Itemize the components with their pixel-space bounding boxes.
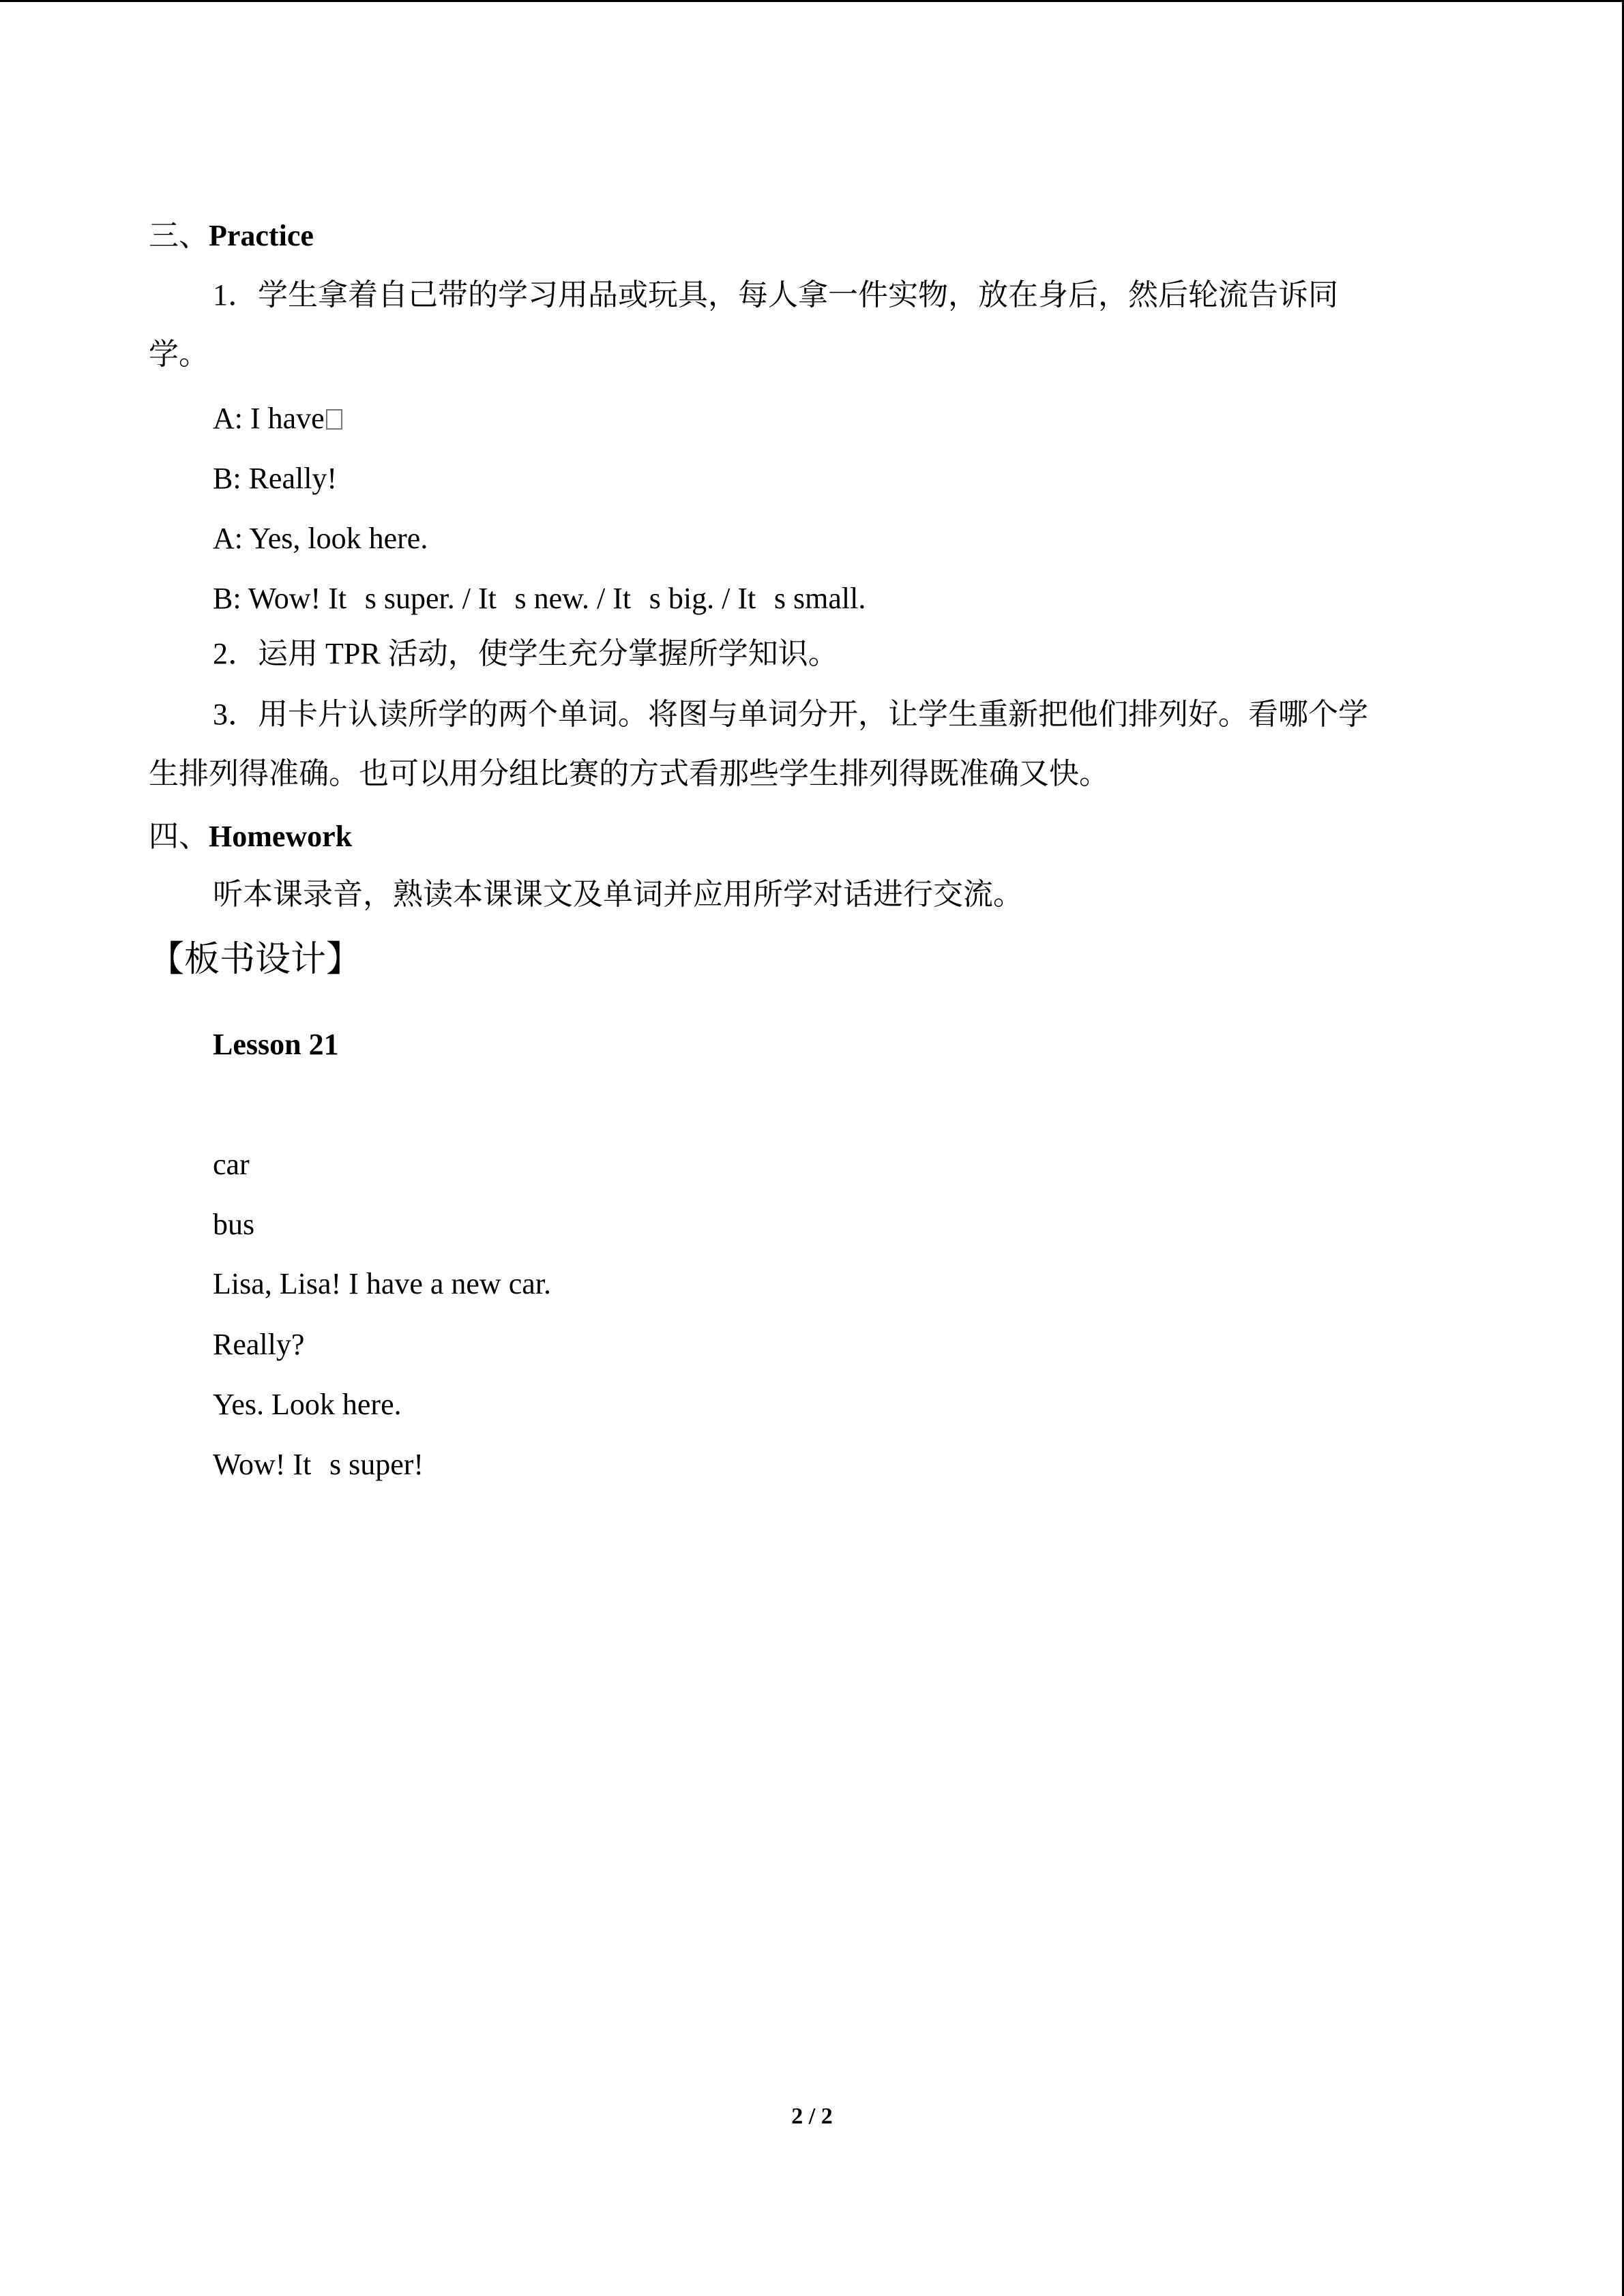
practice-item-2: 2．运用 TPR 活动，使学生充分掌握所学知识。: [213, 637, 838, 670]
board-design-title: 【板书设计】: [149, 939, 362, 980]
board-lesson-title: Lesson 21: [213, 1028, 339, 1061]
homework-text: 听本课录音，熟读本课课文及单词并应用所学对话进行交流。: [213, 878, 1023, 911]
section-practice-heading: [149, 215, 314, 256]
board-line-car: car: [213, 1148, 250, 1181]
dialogue-line-a2: A: Yes, look here.: [213, 522, 428, 555]
board-line-bus: bus: [213, 1208, 255, 1241]
missing-glyph-box: [326, 409, 342, 430]
dialogue-line-a1-text: A: I have: [213, 402, 325, 435]
board-line-dialogue-2: Really?: [213, 1328, 305, 1361]
practice-item-3-line-2: 生排列得准确。也可以用分组比赛的方式看那些学生排列得既准确又快。: [149, 757, 1109, 790]
board-line-dialogue-4: Wow! Its super!: [213, 1448, 424, 1481]
section-homework-title: Homework: [209, 820, 353, 853]
section-practice-number: 三、: [149, 219, 209, 252]
dialogue-line-b2: B: Wow! Its super. / Its new. / Its big. / Its small.: [213, 582, 866, 615]
section-practice-title: Practice: [209, 219, 314, 252]
dialogue-line-b1: B: Really!: [213, 462, 338, 495]
board-line-dialogue-3: Yes. Look here.: [213, 1388, 402, 1421]
page-number: 2 / 2: [791, 2104, 833, 2129]
practice-item-1-line-1: 1．学生拿着自己带的学习用品或玩具，每人拿一件实物，放在身后，然后轮流告诉同: [213, 278, 1338, 312]
practice-item-3-line-1: 3．用卡片认读所学的两个单词。将图与单词分开，让学生重新把他们排列好。看哪个学: [213, 698, 1368, 731]
board-line-dialogue-1: Lisa, Lisa! I have a new car.: [213, 1267, 551, 1300]
practice-item-1-line-2: 学。: [149, 338, 209, 371]
dialogue-line-a1: [213, 398, 342, 439]
section-homework-number: 四、: [149, 820, 209, 853]
section-homework-heading: [149, 816, 352, 857]
